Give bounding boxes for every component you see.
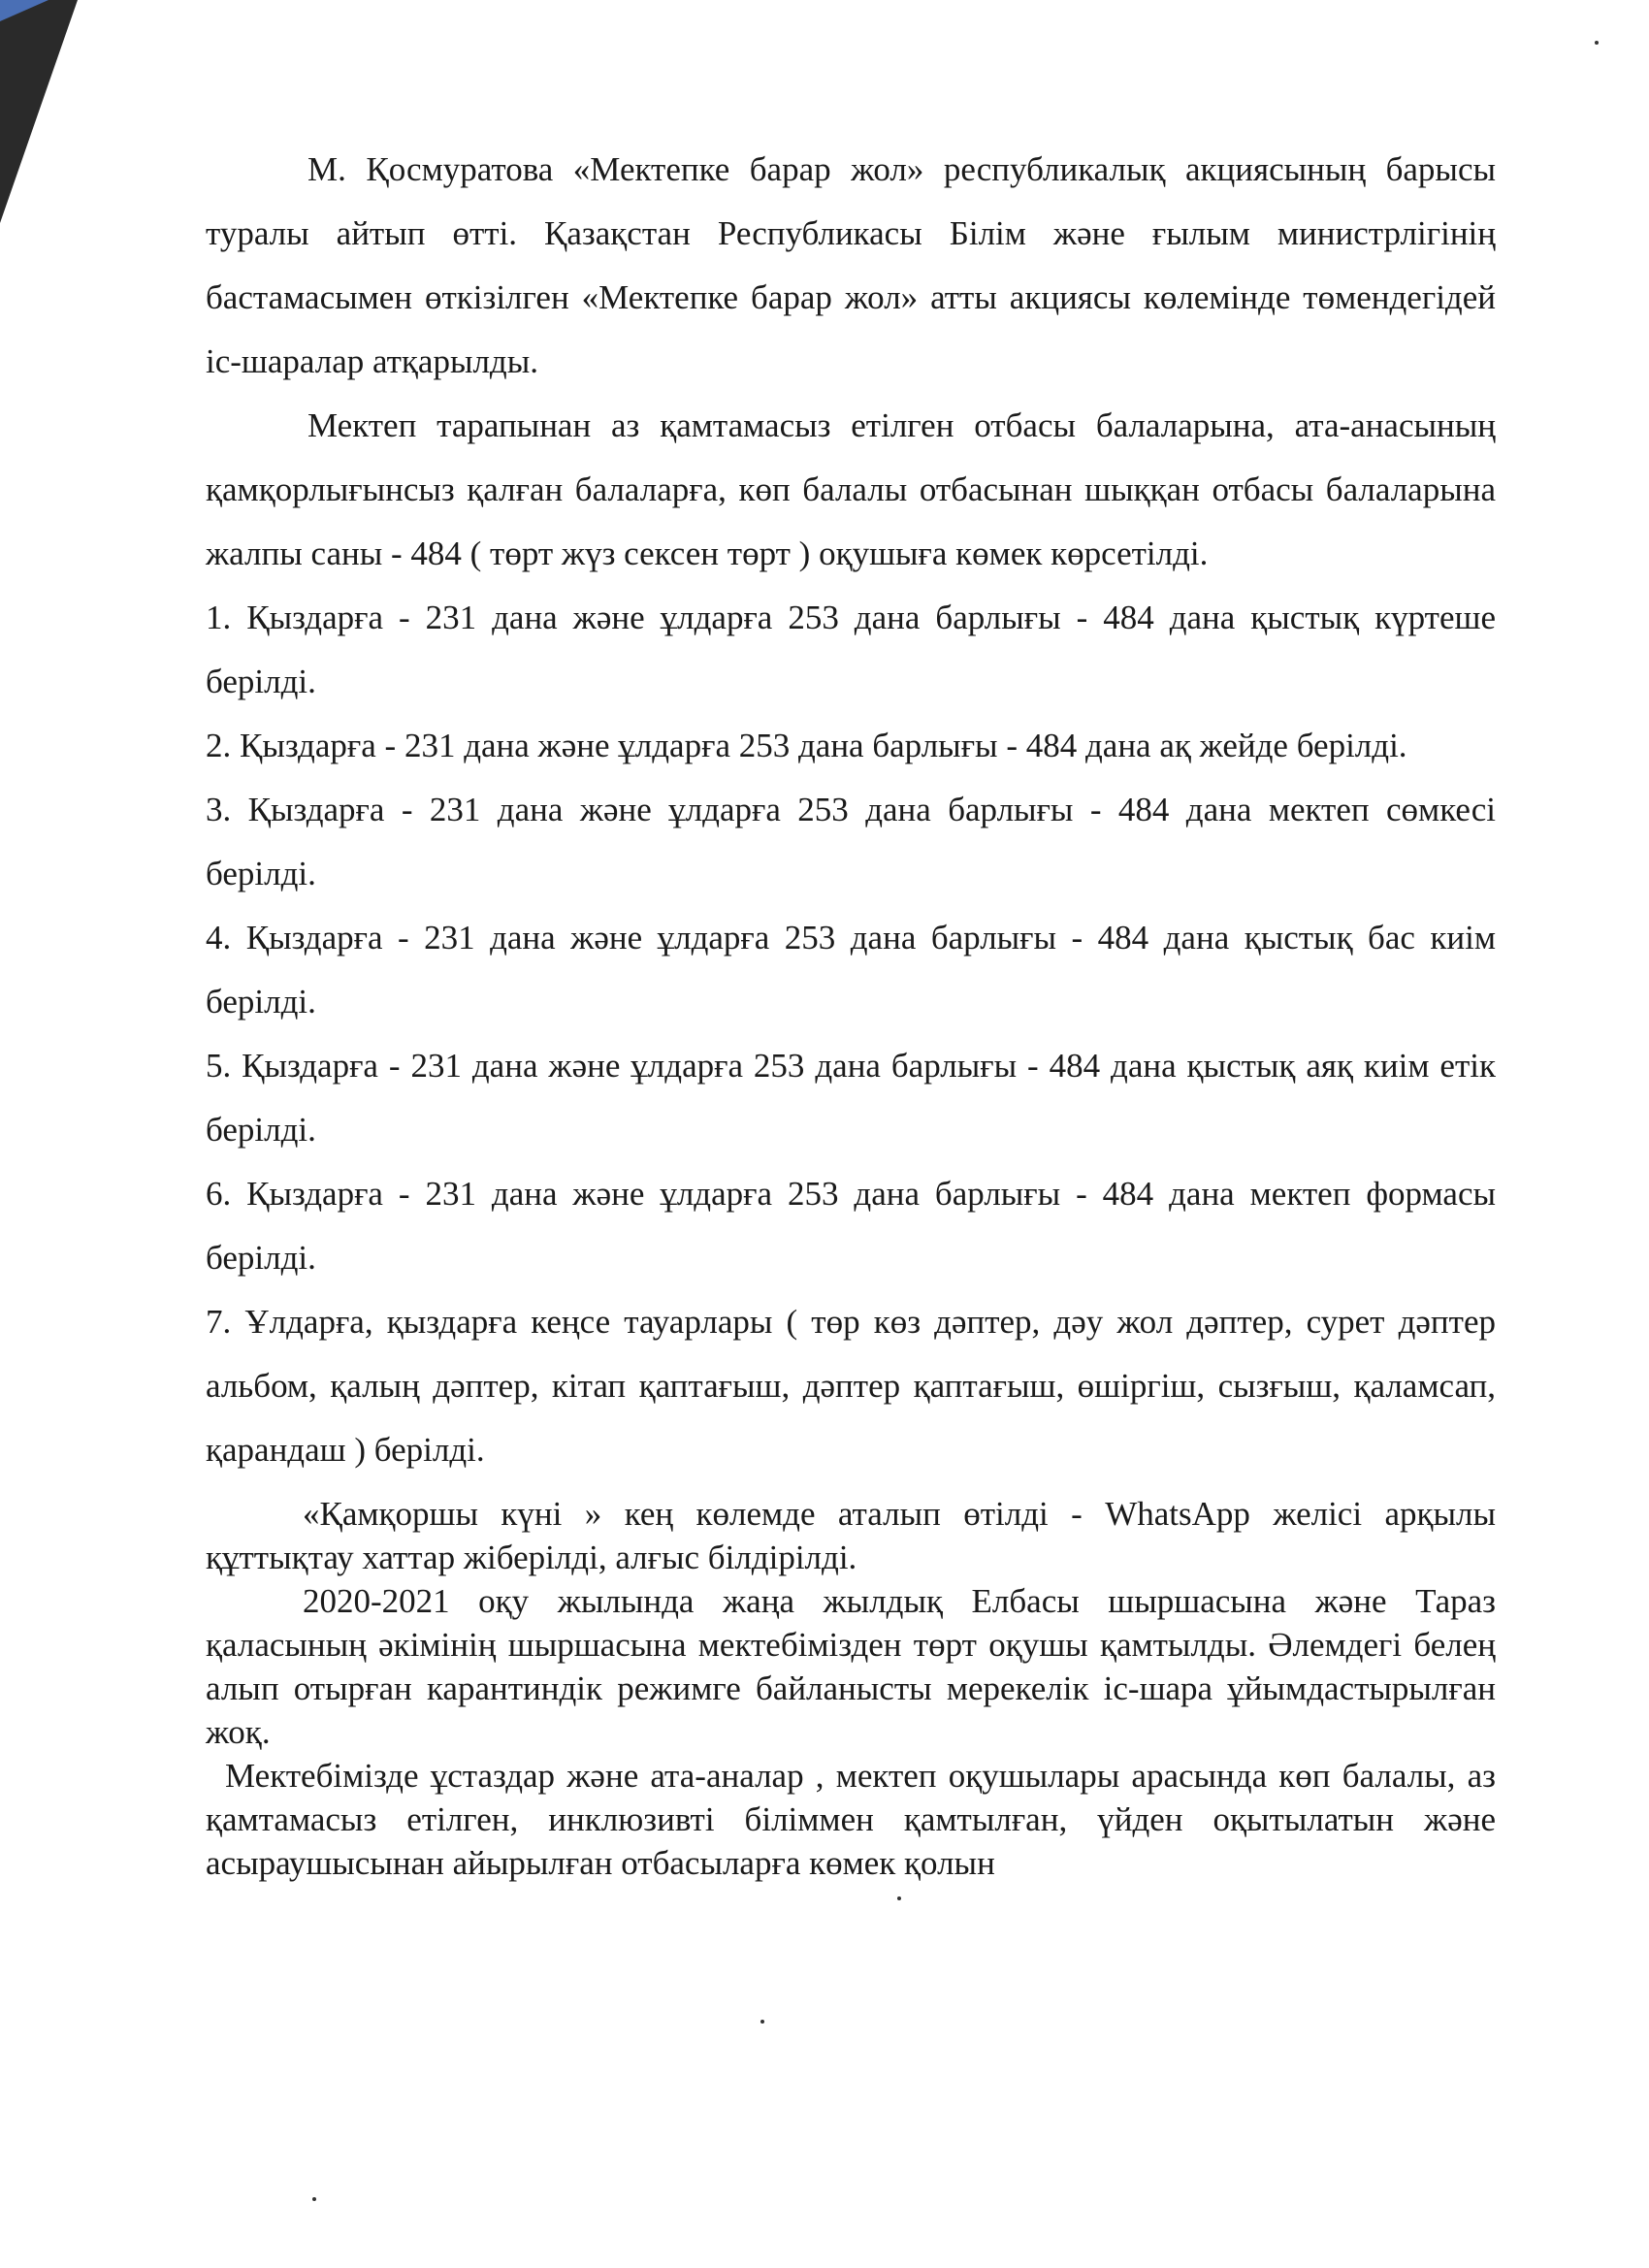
paragraph-help-families: Мектебімізде ұстаздар және ата-аналар , мектеп оқушылары арасында көп балалы, аз қамтамасыз етілген, инклюзивті біліммен қамтылған, үйден оқытылатын және асыраушысынан айырылған отбасыларға көмек қолын bbox=[206, 1757, 1496, 1882]
list-item: 5. Қыздарға - 231 дана және ұлдарға 253 дана барлығы - 484 дана қыстық аяқ киім етік берілді. bbox=[206, 1047, 1496, 1149]
paragraph-assistance-summary: Мектеп тарапынан аз қамтамасыз етілген отбасы балаларына, ата-анасының қамқорлығынсыз қалған балаларға, көп балалы отбасынан шыққан отбасы балаларына жалпы саны - 484 ( төрт жүз сексен төрт ) оқушыға көмек көрсетілді. bbox=[206, 406, 1496, 572]
paragraph-campaign-intro: М. Қосмуратова «Мектепке барар жол» республикалық акциясының барысы туралы айтып өтті. Қазақстан Республикасы Білім және ғылым министрлігінің бастамасымен өткізілген «Мектепке барар жол» атты акциясы көлемінде төмендегідей іс-шаралар атқарылды. bbox=[206, 150, 1496, 380]
list-item: 6. Қыздарға - 231 дана және ұлдарға 253 дана барлығы - 484 дана мектеп формасы берілді. bbox=[206, 1175, 1496, 1277]
scan-edge-mark bbox=[0, 0, 87, 223]
single-spaced-section bbox=[206, 1492, 1496, 1885]
scan-speck bbox=[760, 2020, 764, 2024]
scan-speck bbox=[897, 1896, 901, 1900]
document-body bbox=[206, 138, 1496, 1885]
list-item: 3. Қыздарға - 231 дана және ұлдарға 253 дана барлығы - 484 дана мектеп сөмкесі берілді. bbox=[206, 791, 1496, 892]
list-item: 4. Қыздарға - 231 дана және ұлдарға 253 дана барлығы - 484 дана қыстық бас киім берілді. bbox=[206, 919, 1496, 1021]
scan-speck bbox=[1595, 41, 1599, 45]
double-spaced-section bbox=[206, 138, 1496, 1482]
scan-speck bbox=[312, 2197, 316, 2201]
paragraph-new-year-tree: 2020-2021 оқу жылында жаңа жылдық Елбасы шыршасына және Тараз қаласының әкімінің шыршасына мектебімізден төрт оқушы қамтылды. Әлемдегі белең алып отырған карантиндік режимге байланысты мерекелік іс-шара ұйымдастырылған жоқ. bbox=[206, 1582, 1496, 1751]
list-item: 1. Қыздарға - 231 дана және ұлдарға 253 дана барлығы - 484 дана қыстық күртеше берілді. bbox=[206, 599, 1496, 700]
list-item: 7. Ұлдарға, қыздарға кеңсе тауарлары ( төр көз дәптер, дәу жол дәптер, сурет дәптер альбом, қалың дәптер, кітап қаптағыш, дәптер қаптағыш, өшіргіш, сызғыш, қаламсап, қарандаш ) берілді. bbox=[206, 1303, 1496, 1469]
list-item: 2. Қыздарға - 231 дана және ұлдарға 253 дана барлығы - 484 дана ақ жейде берілді. bbox=[206, 727, 1407, 764]
paragraph-guardian-day: «Қамқоршы күні » кең көлемде аталып өтілді - WhatsApp желісі арқылы құттықтау хаттар жіберілді, алғыс білдірілді. bbox=[206, 1495, 1496, 1576]
